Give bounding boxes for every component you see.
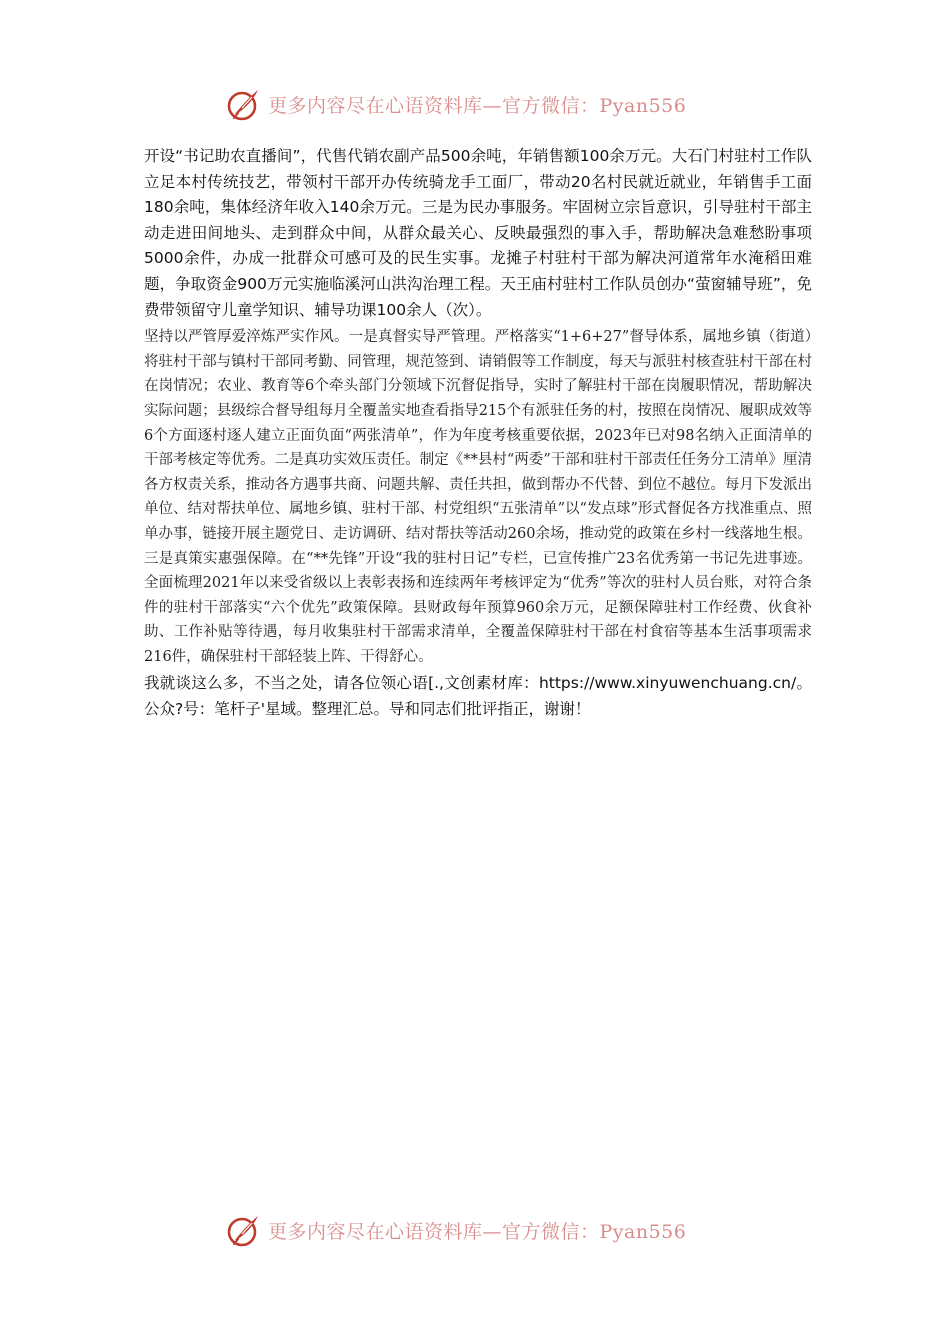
header-banner — [226, 84, 686, 124]
quill-pen-logo-icon — [226, 86, 262, 122]
footer-banner — [226, 1210, 686, 1250]
body-paragraph-1: 开设“书记助农直播间”，代售代销农副产品500余吨，年销售额100余万元。大石门村驻村工作队立足本村传统技艺，带领村干部开办传统骑龙手工面厂，带动20名村民就近就业，年销售手工面180余吨，集体经济年收入140余万元。三是为民办事服务。牢固树立宗旨意识，引导驻村干部主动走进田间地头、走到群众中间，从群众最关心、反映最强烈的事入手，帮助解决急难愁盼事项5000余件，办成一批群众可感可及的民生实事。龙摊子村驻村干部为解决河道常年水淹稻田难题，争取资金900万元实施临溪河山洪沟治理工程。天王庙村驻村工作队员创办“萤窗辅导班”，免费带领留守儿童学知识、辅导功课100余人（次）。 — [144, 147, 812, 319]
footer-banner-text: 更多内容尽在心语资料库—官方微信：Pyan556 — [268, 1220, 687, 1243]
quill-pen-logo-icon — [226, 1212, 262, 1248]
closing-paragraph: 我就谈这么多，不当之处，请各位领心语[.,文创素材库：https://www.xinyuwenchuang.cn/。公众?号：笔杆子'星域。整理汇总。导和同志们批评指正，谢谢！ — [144, 674, 812, 719]
header-banner-text: 更多内容尽在心语资料库—官方微信：Pyan556 — [268, 94, 687, 117]
body-paragraph-2: 坚持以严管厚爱淬炼严实作风。一是真督实导严管理。严格落实“1+6+27”督导体系，属地乡镇（街道）将驻村干部与镇村干部同考勤、同管理，规范签到、请销假等工作制度，每天与派驻村核查驻村干部在村在岗情况；农业、教育等6个牵头部门分领域下沉督促指导，实时了解驻村干部在岗履职情况，帮助解决实际问题；县级综合督导组每月全覆盖实地查看指导215个有派驻任务的村，按照在岗情况、履职成效等6个方面逐村逐人建立正面负面“两张清单”，作为年度考核重要依据，2023年已对98名纳入正面清单的干部考核定等优秀。二是真功实效压责任。制定《**县村“两委”干部和驻村干部责任任务分工清单》厘清各方权责关系，推动各方遇事共商、问题共解、责任共担，做到帮办不代替、到位不越位。每月下发派出单位、结对帮扶单位、属地乡镇、驻村干部、村党组织“五张清单”以“发点球”形式督促各方找准重点、照单办事，链接开展主题党日、走访调研、结对帮扶等活动260余场，推动党的政策在乡村一线落地生根。三是真策实惠强保障。在“**先锋”开设“我的驻村日记”专栏，已宣传推广23名优秀第一书记先进事迹。全面梳理2021年以来受省级以上表彰表扬和连续两年考核评定为“优秀”等次的驻村人员台账，对符合条件的驻村干部落实“六个优先”政策保障。县财政每年预算960余万元，足额保障驻村工作经费、伙食补助、工作补贴等待遇，每月收集驻村干部需求清单，全覆盖保障驻村干部在村食宿等基本生活事项需求216件，确保驻村干部轻装上阵、干得舒心。 — [144, 329, 812, 665]
document-body — [144, 144, 812, 723]
